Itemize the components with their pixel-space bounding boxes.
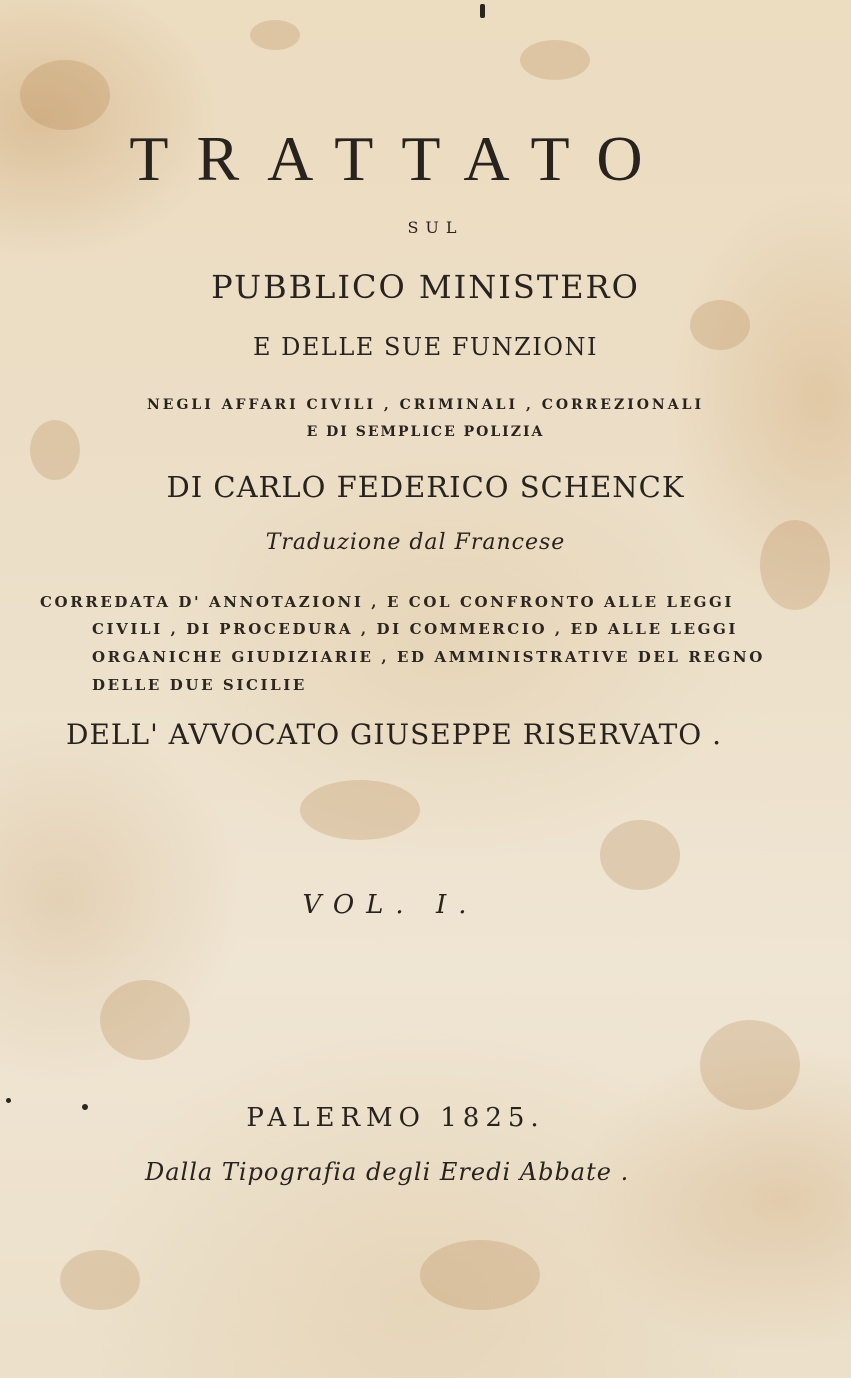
translation-note: Traduzione dal Francese [265,530,566,555]
scope-line-2: E DI SEMPLICE POLIZIA [306,424,545,440]
printer-line: Dalla Tipografia degli Eredi Abbate . [145,1158,630,1186]
annotation-line-3: ORGANICHE GIUDIZIARIE , ED AMMINISTRATIVE DEL REGNO [92,648,765,666]
scope-line-1: NEGLI AFFARI CIVILI , CRIMINALI , CORREZIONALI [147,397,704,413]
imprint-place-year: PALERMO 1825. [246,1103,545,1133]
book-title: TRATTATO [129,123,671,194]
subject-heading: PUBBLICO MINISTERO [211,268,640,306]
volume-number: VOL. I. [302,890,479,920]
title-preposition: SUL [407,218,464,237]
annotation-line-4: DELLE DUE SICILIE [92,676,307,694]
author-line: DI CARLO FEDERICO SCHENCK [166,470,685,504]
editor-line: DELL' AVVOCATO GIUSEPPE RISERVATO . [66,718,723,751]
annotation-line-2: CIVILI , DI PROCEDURA , DI COMMERCIO , ED ALLE LEGGI [92,620,739,638]
annotation-line-1: CORREDATA D' ANNOTAZIONI , E COL CONFRONTO ALLE LEGGI [40,593,735,611]
ink-mark [480,4,485,18]
subject-subheading: E DELLE SUE FUNZIONI [253,333,598,361]
